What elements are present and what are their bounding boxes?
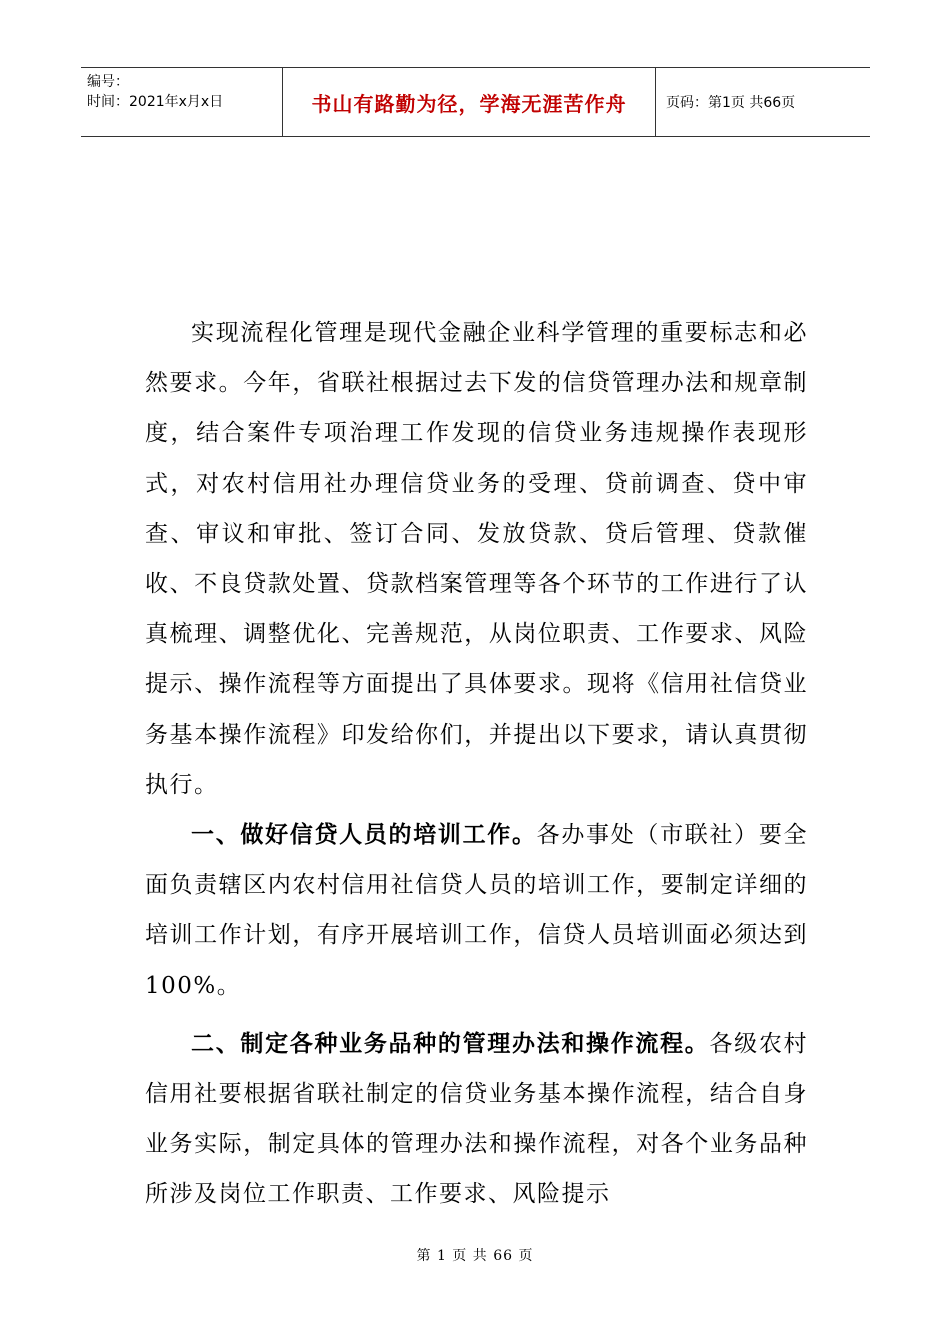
section-1-title: 一、做好信贷人员的培训工作。 — [191, 822, 537, 849]
header-motto: 书山有路勤为径，学海无涯苦作舟 — [283, 68, 656, 136]
header-meta — [81, 68, 283, 136]
page-footer: 第 1 页 共 66 页 — [416, 1248, 534, 1264]
section-2-text: 各级农村信用社要根据省联社制定的信贷业务基本操作流程，结合自身业务实际，制定具体的管理办法和操作流程，对各个业务品种所涉及岗位工作职责、工作要求、风险提示 — [145, 1030, 808, 1208]
document-header — [81, 67, 870, 137]
header-page-info: 页码：第1页 共66页 — [666, 95, 796, 111]
paragraph-intro: 实现流程化管理是现代金融企业科学管理的重要标志和必然要求。今年，省联社根据过去下发的信贷管理办法和规章制度，结合案件专项治理工作发现的信贷业务违规操作表现形式，对农村信用社办理信贷业务的受理、贷前调查、贷中审查、审议和审批、签订合同、发放贷款、贷后管理、贷款催收、不良贷款处置、贷款档案管理等各个环节的工作进行了认真梳理、调整优化、完善规范，从岗位职责、工作要求、风险提示、操作流程等方面提出了具体要求。现将《信用社信贷业务基本操作流程》印发给你们，并提出以下要求，请认真贯彻执行。 — [145, 320, 808, 798]
section-2-title: 二、制定各种业务品种的管理办法和操作流程。 — [191, 1030, 710, 1057]
document-time: 时间：2021年x月x日 — [87, 94, 224, 110]
document-number: 编号： — [87, 74, 129, 90]
paragraph-section-2 — [145, 1019, 808, 1220]
document-body — [145, 308, 808, 1220]
paragraph-section-1 — [145, 810, 808, 1011]
section-1-text: 各办事处（市联社）要全面负责辖区内农村信用社信贷人员的培训工作，要制定详细的培训工作计划，有序开展培训工作，信贷人员培训面必须达到100%。 — [145, 822, 808, 999]
